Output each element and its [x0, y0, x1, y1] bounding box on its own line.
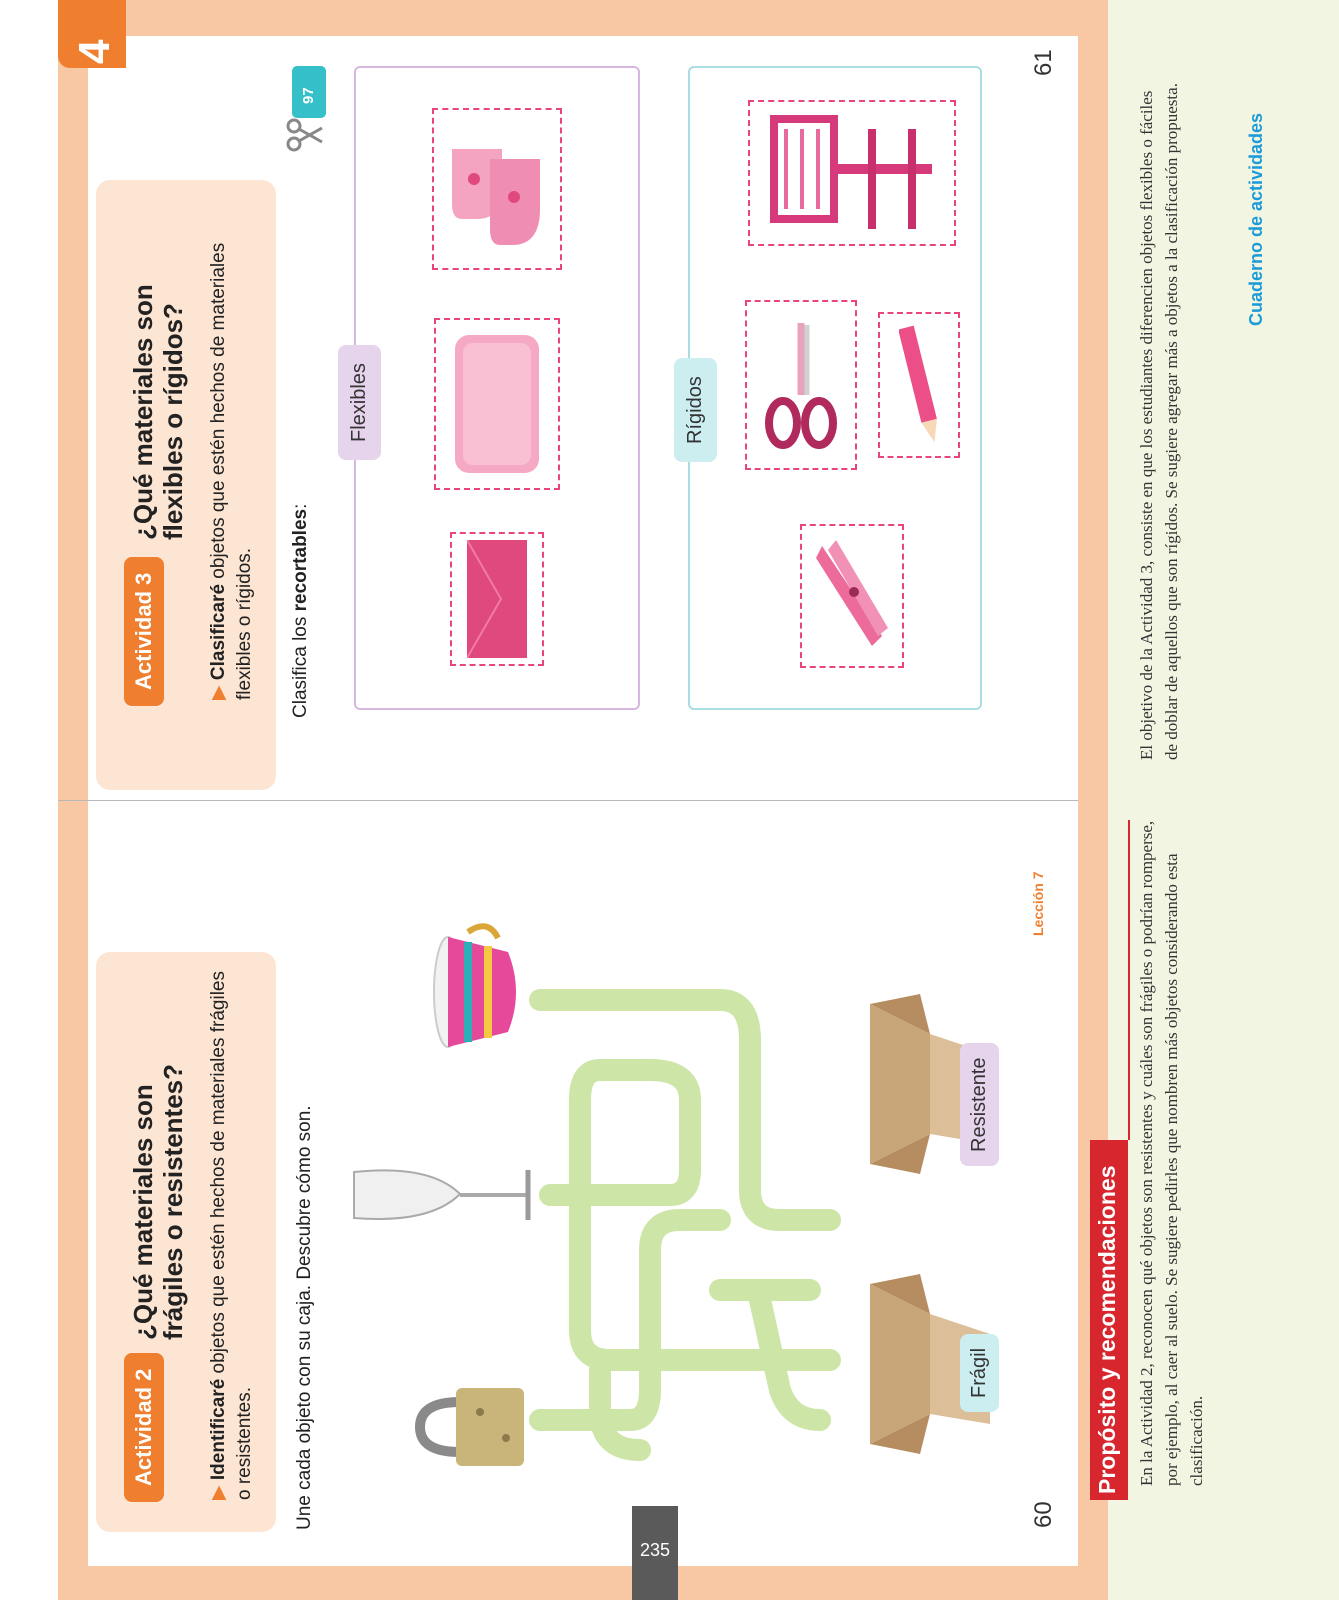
pencil-icon: [899, 320, 939, 450]
cutout-pencil[interactable]: [878, 312, 960, 458]
sponge-icon: [449, 329, 545, 479]
matching-maze: [520, 890, 850, 1490]
activity2-objective: ▶ Identificaré objetos que estén hechos de materiales frágiles o resistentes.: [208, 971, 255, 1500]
guide-page-number: 235: [640, 1540, 671, 1560]
cutout-sponge[interactable]: [434, 318, 560, 490]
activity3-title: ¿Qué materiales son flexibles o rígidos?: [128, 284, 188, 540]
bullet-arrow-icon: ▶: [208, 1485, 229, 1500]
scissors-icon: [761, 315, 841, 455]
workbook-link[interactable]: Cuaderno de actividades: [1246, 112, 1266, 326]
chair-icon: [762, 109, 942, 237]
guide-title: Propósito y recomendaciones: [1094, 1165, 1120, 1494]
cutout-envelope[interactable]: [450, 532, 544, 666]
activity2-title: ¿Qué materiales son frágiles o resistentes?: [128, 1064, 188, 1340]
padlock-icon: [410, 1382, 530, 1472]
page-number-right: 61: [1030, 49, 1057, 76]
chapter-number: 4: [70, 39, 119, 64]
resistente-label: Resistente: [960, 1044, 999, 1167]
teacup-icon: [428, 922, 538, 1062]
guide-title-rule: [1128, 820, 1130, 1140]
activity3-instruction: Clasifica los recortables:: [290, 503, 311, 718]
clothespin-icon: [812, 536, 892, 656]
activity2-instruction: Une cada objeto con su caja. Descubre cómo son.: [294, 1105, 315, 1530]
cutout-chair[interactable]: [748, 100, 956, 246]
cutout-scissors[interactable]: [745, 300, 857, 470]
bullet-arrow-icon: ▶: [208, 685, 229, 700]
activity3-objective: ▶ Clasificaré objetos que estén hechos de materiales flexibles o rígidos.: [208, 242, 255, 700]
flexibles-label: Flexibles: [338, 345, 381, 460]
rigidos-label: Rígidos: [674, 358, 717, 462]
fragil-label: Frágil: [960, 1334, 999, 1412]
scissors-icon: [284, 116, 324, 156]
cutout-socks[interactable]: [432, 108, 562, 270]
page-number-left: 60: [1030, 1501, 1057, 1528]
lesson-label: Lección 7: [1030, 871, 1046, 936]
envelope-icon: [467, 540, 527, 658]
socks-icon: [442, 119, 552, 259]
cutout-clothespin[interactable]: [800, 524, 904, 668]
wine-glass-icon: [350, 1160, 540, 1230]
guide-paragraph-activity3: El objetivo de la Actividad 3, consiste en que los estudiantes diferencien objetos flexibles o fáciles de doblar de aquellos que son rígidos. Se sugiere agregar más a objetos a la clasificación propuesta.: [1137, 83, 1181, 760]
cutout-page-number: 97: [300, 87, 317, 104]
page-spine: [58, 800, 1078, 801]
guide-paragraph-activity2: En la Actividad 2, reconocen qué objetos son resistentes y cuáles son frágiles o podrían romperse, por ejemplo, al caer al suelo. Se sugiere pedirles que nombren más objetos considerando esta clasificación.: [1137, 820, 1206, 1486]
activity2-badge: Actividad 2: [124, 1353, 164, 1502]
activity3-badge: Actividad 3: [124, 557, 164, 706]
